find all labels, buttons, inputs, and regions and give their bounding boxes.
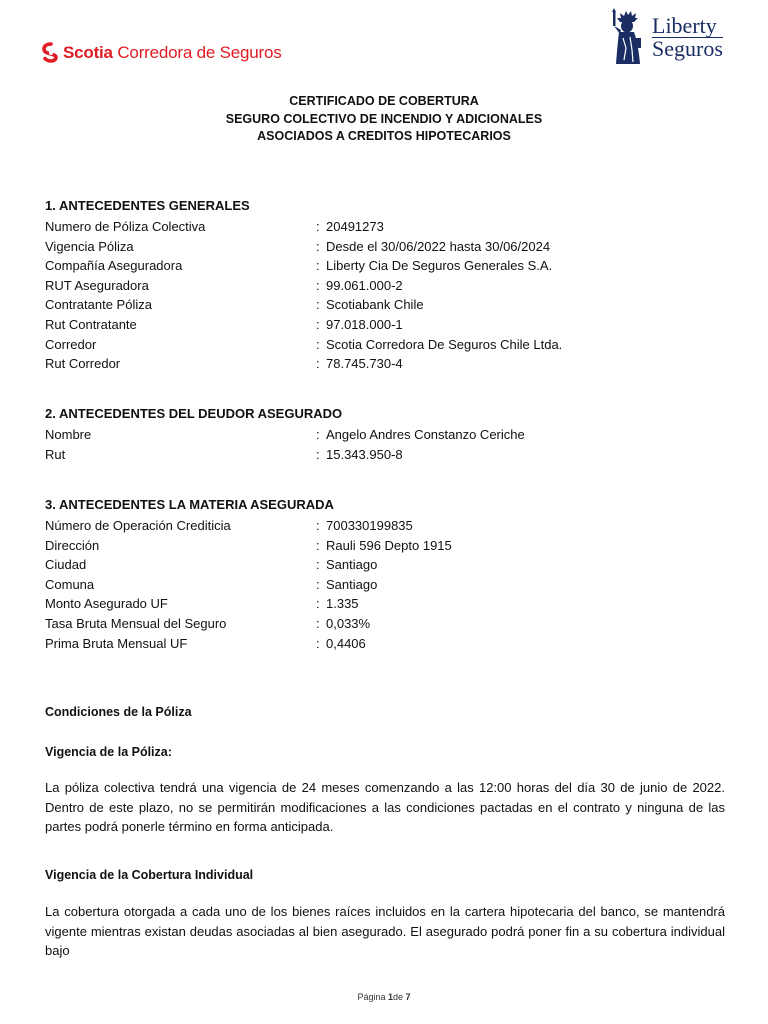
page-label: Página — [357, 992, 386, 1002]
title-line-2: SEGURO COLECTIVO DE INCENDIO Y ADICIONALES — [225, 111, 543, 126]
field-value: 99.061.000-2 — [326, 277, 403, 293]
section-heading-debtor: 2. ANTECEDENTES DEL DEUDOR ASEGURADO — [45, 406, 343, 421]
field-row-broker-rut — [45, 354, 735, 374]
field-value: 78.745.730-4 — [326, 356, 403, 372]
document-title — [0, 93, 768, 146]
field-row-monthly-rate — [45, 614, 735, 634]
field-label: Comuna — [45, 576, 95, 592]
field-value: Angelo Andres Constanzo Ceriche — [326, 427, 525, 442]
field-separator: : — [316, 297, 320, 313]
field-value: Santiago — [326, 576, 378, 592]
field-value: 97.018.000-1 — [326, 316, 403, 332]
field-label: Numero de Póliza Colectiva — [45, 219, 206, 234]
field-label: Rut Contratante — [45, 316, 137, 332]
total-pages: 7 — [405, 992, 411, 1002]
field-separator: : — [316, 576, 320, 592]
conditions-heading: Condiciones de la Póliza — [45, 705, 192, 719]
policy-term-paragraph: La póliza colectiva tendrá una vigencia de 24 meses comenzando a las 12:00 horas del día 30 de junio de 2022. Dentro de este plazo, no se permitirán modificaciones a las condiciones pactadas en el contrato y ninguna de las partes podrá ponerle término en forma anticipada. — [45, 780, 725, 835]
field-row-monthly-premium — [45, 634, 735, 654]
field-separator: : — [316, 615, 320, 631]
field-row-contracting-rut — [45, 315, 735, 335]
field-separator: : — [316, 518, 320, 533]
field-row-commune — [45, 575, 735, 595]
field-value: 0,4406 — [326, 635, 366, 651]
field-label: Dirección — [45, 537, 100, 553]
current-page: 1 — [387, 992, 393, 1002]
field-separator: : — [316, 336, 320, 352]
field-separator: : — [316, 446, 320, 462]
field-label: Prima Bruta Mensual UF — [45, 635, 188, 651]
field-separator: : — [316, 219, 320, 234]
field-value: 20491273 — [326, 219, 384, 234]
field-value: 0,033% — [326, 615, 371, 631]
insured-property-fields — [45, 516, 735, 653]
title-line-3: ASOCIADOS A CREDITOS HIPOTECARIOS — [257, 129, 511, 143]
field-row-insured-amount — [45, 594, 735, 614]
statue-of-liberty-icon — [606, 8, 648, 66]
field-value: Santiago — [326, 557, 378, 573]
field-label: Vigencia Póliza — [45, 238, 134, 254]
title-line-1: CERTIFICADO DE COBERTURA — [289, 94, 479, 108]
liberty-logo-text: Liberty Seguros — [652, 13, 723, 61]
field-row-rut — [45, 445, 735, 465]
field-row-address — [45, 536, 735, 556]
field-label: Compañía Aseguradora — [45, 258, 183, 274]
field-value: Desde el 30/06/2022 hasta 30/06/2024 — [326, 238, 551, 254]
field-value: Scotia Corredora De Seguros Chile Ltda. — [326, 336, 563, 352]
field-separator: : — [316, 537, 320, 553]
field-row-policy-term — [45, 237, 735, 257]
field-separator: : — [316, 635, 320, 651]
field-label: RUT Aseguradora — [45, 277, 149, 293]
field-separator: : — [316, 238, 320, 254]
field-row-policy-number — [45, 217, 735, 237]
field-value: 1.335 — [326, 596, 359, 612]
field-value: 15.343.950-8 — [326, 446, 403, 462]
field-label: Rut Corredor — [45, 356, 121, 372]
general-fields — [45, 217, 735, 374]
field-separator: : — [316, 427, 320, 442]
field-label: Corredor — [45, 336, 97, 352]
page-of: de — [393, 992, 404, 1002]
field-label: Número de Operación Crediticia — [45, 518, 231, 533]
individual-term-paragraph: La cobertura otorgada a cada uno de los bienes raíces incluidos en la cartera hipotecaria del banco, se mantendrá vigente mientras existan deudas asociadas al bien asegurado. El asegurado podrá poner fin a su cobertura individual bajo — [45, 904, 725, 959]
field-row-operation-number — [45, 516, 735, 536]
field-separator: : — [316, 557, 320, 573]
field-label: Ciudad — [45, 557, 87, 573]
section-heading-general: 1. ANTECEDENTES GENERALES — [45, 198, 250, 213]
field-label: Monto Asegurado UF — [45, 596, 168, 612]
field-separator: : — [316, 277, 320, 293]
field-row-insurer — [45, 256, 735, 276]
field-separator: : — [316, 356, 320, 372]
field-label: Rut — [45, 446, 66, 462]
field-label: Contratante Póliza — [45, 297, 152, 313]
field-separator: : — [316, 258, 320, 274]
field-value: Rauli 596 Depto 1915 — [326, 537, 452, 553]
individual-term-heading: Vigencia de la Cobertura Individual — [45, 868, 254, 882]
scotia-s-icon — [42, 42, 60, 64]
field-row-contracting-party — [45, 295, 735, 315]
field-value: Liberty Cia De Seguros Generales S.A. — [326, 258, 553, 274]
scotia-logo — [42, 42, 282, 64]
debtor-fields — [45, 425, 735, 464]
section-heading-insured-property: 3. ANTECEDENTES LA MATERIA ASEGURADA — [45, 497, 334, 512]
field-label: Tasa Bruta Mensual del Seguro — [45, 615, 227, 631]
field-row-broker — [45, 335, 735, 355]
field-value: 700330199835 — [326, 518, 413, 533]
scotia-logo-text: Scotia Corredora de Seguros — [63, 43, 282, 62]
field-row-city — [45, 555, 735, 575]
field-label: Nombre — [45, 427, 92, 442]
field-row-insurer-rut — [45, 276, 735, 296]
liberty-logo — [606, 8, 723, 66]
policy-term-heading: Vigencia de la Póliza: — [45, 745, 172, 759]
field-value: Scotiabank Chile — [326, 297, 424, 313]
field-separator: : — [316, 316, 320, 332]
field-row-name — [45, 425, 735, 445]
page-number — [0, 992, 768, 1002]
field-separator: : — [316, 596, 320, 612]
